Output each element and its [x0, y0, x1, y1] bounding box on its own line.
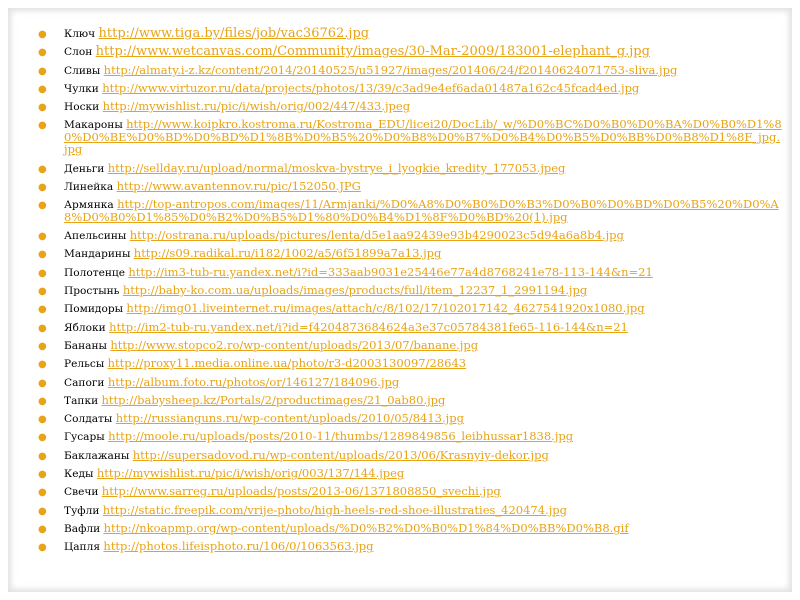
- item-link[interactable]: http://baby-ko.com.ua/uploads/images/products/full/item_12237_1_2991194.jpg: [122, 283, 588, 298]
- list-item: [38, 413, 783, 426]
- bullet-icon: ●: [38, 359, 47, 371]
- item-link[interactable]: http://www.virtuzor.ru/data/projects/photos/13/39/c3ad9e4ef6ada01487a162c45fcad4ed.jpg: [102, 80, 640, 95]
- item-label: Макароны: [64, 119, 123, 132]
- bullet-icon: ●: [38, 120, 47, 132]
- item-label: Свечи: [64, 486, 99, 499]
- list-item: [38, 431, 783, 444]
- item-label: Чулки: [64, 82, 99, 95]
- item-label: Сливы: [64, 64, 101, 77]
- list-item: [38, 447, 783, 463]
- item-link[interactable]: http://im3-tub-ru.yandex.net/i?id=333aab9031e25446e77a4d8768241e78-113-144&n=21: [128, 264, 653, 279]
- item-link[interactable]: http://im2-tub-ru.yandex.net/i?id=f4204873684624a3e37c05784381fe65-116-144&n=21: [109, 319, 628, 334]
- item-link[interactable]: http://moole.ru/uploads/posts/2010-11/thumbs/1289849856_leibhussar1838.jpg: [108, 429, 574, 444]
- item-label: Ключ: [64, 28, 96, 40]
- bullet-icon: ●: [38, 286, 47, 298]
- list-item: [38, 303, 783, 316]
- item-link[interactable]: http://mywishlist.ru/pic/i/wish/orig/003/137/144.jpeg: [96, 466, 405, 481]
- item-link[interactable]: http://www.wetcanvas.com/Community/images/30-Mar-2009/183001-elephant_g.jpg: [95, 44, 650, 60]
- list-item: [38, 520, 783, 536]
- bullet-icon: ●: [38, 414, 47, 426]
- item-link[interactable]: http://www.koipkro.kostroma.ru/Kostroma_EDU/licei20/DocLib/_w/%D0%BC%D0%B0%D0%BA%D0%B0%D1%80%D0%BE%D0%BD%D0%BD%D1%8B%D0%B5%20%D0%B8%D0%B7%D0%B4%D0%B5%D0%BB%D0%B8%D1%8F_jpg.jpg: [64, 117, 782, 157]
- item-label: Баклажаны: [64, 449, 130, 462]
- bullet-icon: ●: [38, 163, 47, 175]
- item-link[interactable]: http://www.stopco2.ro/wp-content/uploads/2013/07/banane.jpg: [110, 337, 479, 352]
- bullet-icon: ●: [38, 47, 47, 59]
- list-item: [38, 502, 783, 518]
- list-item: [38, 319, 783, 335]
- item-label: Гусары: [64, 431, 105, 444]
- list-item: [38, 28, 783, 41]
- item-label: Простынь: [64, 285, 120, 298]
- list-item: [38, 486, 783, 499]
- list-item: [38, 80, 783, 96]
- bullet-icon: ●: [38, 200, 47, 212]
- item-label: Рельсы: [64, 358, 105, 371]
- item-label: Тапки: [64, 394, 99, 407]
- item-link[interactable]: http://photos.lifeisphoto.ru/106/0/1063563.jpg: [103, 539, 374, 554]
- item-label: Сапоги: [64, 376, 105, 389]
- list-item: [38, 468, 783, 481]
- item-label: Носки: [64, 101, 100, 114]
- bullet-icon: ●: [38, 267, 47, 279]
- bullet-icon: ●: [38, 395, 47, 407]
- item-label: Полотенце: [64, 266, 125, 279]
- item-link[interactable]: http://mywishlist.ru/pic/i/wish/orig/002/447/433.jpeg: [102, 99, 411, 114]
- item-label: Солдаты: [64, 413, 113, 426]
- bullet-icon: ●: [38, 377, 47, 389]
- bullet-icon: ●: [38, 65, 47, 77]
- bullet-icon: ●: [38, 450, 47, 462]
- bullet-icon: ●: [38, 304, 47, 316]
- list-item: [38, 374, 783, 390]
- bullet-icon: ●: [38, 83, 47, 95]
- item-link[interactable]: http://babysheep.kz/Portals/2/productimages/21_0ab80.jpg: [101, 392, 446, 407]
- bullet-icon: ●: [38, 523, 47, 535]
- item-link[interactable]: http://nkoapmp.org/wp-content/uploads/%D0%B2%D0%B0%D1%84%D0%BB%D0%B8.gif: [103, 520, 629, 535]
- item-label: Бананы: [64, 339, 107, 352]
- bullet-icon: ●: [38, 182, 47, 194]
- item-label: Вафли: [64, 522, 101, 535]
- item-label: Кеды: [64, 468, 94, 481]
- bullet-icon: ●: [38, 469, 47, 481]
- bullet-icon: ●: [38, 322, 47, 334]
- list-item: [38, 62, 783, 78]
- bullet-icon: ●: [38, 487, 47, 499]
- item-label: Линейка: [64, 181, 114, 194]
- item-link[interactable]: http://www.avantennov.ru/pic/152050.JPG: [116, 179, 361, 194]
- item-link[interactable]: http://s09.radikal.ru/i182/1002/a5/6f51899a7a13.jpg: [133, 246, 442, 261]
- list-item: [38, 46, 783, 59]
- bullet-icon: ●: [38, 249, 47, 261]
- bullet-icon: ●: [38, 432, 47, 444]
- list-item: [38, 181, 783, 194]
- bullet-icon: ●: [38, 505, 47, 517]
- item-label: Помидоры: [64, 303, 124, 316]
- item-label: Яблоки: [64, 321, 106, 334]
- list-item: [38, 230, 783, 243]
- bullet-icon: ●: [38, 29, 47, 40]
- list-item: [38, 101, 783, 114]
- item-label: Цапля: [64, 541, 101, 554]
- bullet-icon: ●: [38, 542, 47, 554]
- bullet-icon: ●: [38, 231, 47, 243]
- item-link[interactable]: http://almaty.i-z.kz/content/2014/20140525/u51927/images/201406/24/f20140624071753-sliva.jpg: [103, 62, 678, 77]
- item-label: Армянка: [64, 199, 114, 212]
- bullet-icon: ●: [38, 340, 47, 352]
- list-item: [38, 248, 783, 261]
- list-item: [38, 119, 783, 157]
- item-link[interactable]: http://www.tiga.by/files/job/vac36762.jpg: [98, 26, 370, 41]
- list-item: [38, 337, 783, 353]
- item-link[interactable]: http://album.foto.ru/photos/or/146127/184096.jpg: [107, 374, 400, 389]
- item-link[interactable]: http://ostrana.ru/uploads/pictures/lenta/d5e1aa92439e93b4290023c5d94a6a8b4.jpg: [129, 228, 624, 243]
- item-link[interactable]: http://top-antropos.com/images/11/Armjanki/%D0%A8%D0%B0%D0%B3%D0%B0%D0%BD%D0%B5%20%D0%A8%D0%B0%D1%85%D0%B2%D0%B5%D1%80%D0%B4%D1%8F%D0%BD%20(1).jpg: [64, 197, 779, 224]
- item-link[interactable]: http://img01.liveinternet.ru/images/attach/c/8/102/17/102017142_4627541920x1080.jpg: [126, 301, 645, 316]
- list-item: [38, 285, 783, 298]
- item-link[interactable]: http://www.sarreg.ru/uploads/posts/2013-06/1371808850_svechi.jpg: [101, 484, 501, 499]
- item-link[interactable]: http://russianguns.ru/wp-content/uploads/2010/05/8413.jpg: [115, 411, 464, 426]
- item-link[interactable]: http://static.freepik.com/vrije-photo/high-heels-red-shoe-illustraties_420474.jpg: [102, 502, 567, 517]
- item-label: Слон: [64, 46, 93, 59]
- list-item: [38, 199, 783, 224]
- item-link[interactable]: http://proxy11.media.online.ua/photo/r3-d2003130097/28643: [107, 356, 467, 371]
- item-label: Туфли: [64, 504, 100, 517]
- item-link[interactable]: http://sellday.ru/upload/normal/moskva-bystrye_i_lyogkie_kredity_177053.jpeg: [107, 160, 566, 175]
- item-label: Мандарины: [64, 248, 131, 261]
- list-item: [38, 358, 783, 371]
- bullet-icon: ●: [38, 102, 47, 114]
- list-item: [38, 392, 783, 408]
- list-item: [38, 541, 783, 554]
- item-label: Деньги: [64, 162, 105, 175]
- link-list: [38, 28, 783, 560]
- item-label: Апельсины: [64, 230, 127, 243]
- item-link[interactable]: http://supersadovod.ru/wp-content/uploads/2013/06/Krasnyiy-dekor.jpg: [132, 447, 549, 462]
- list-item: [38, 264, 783, 280]
- list-item: [38, 160, 783, 176]
